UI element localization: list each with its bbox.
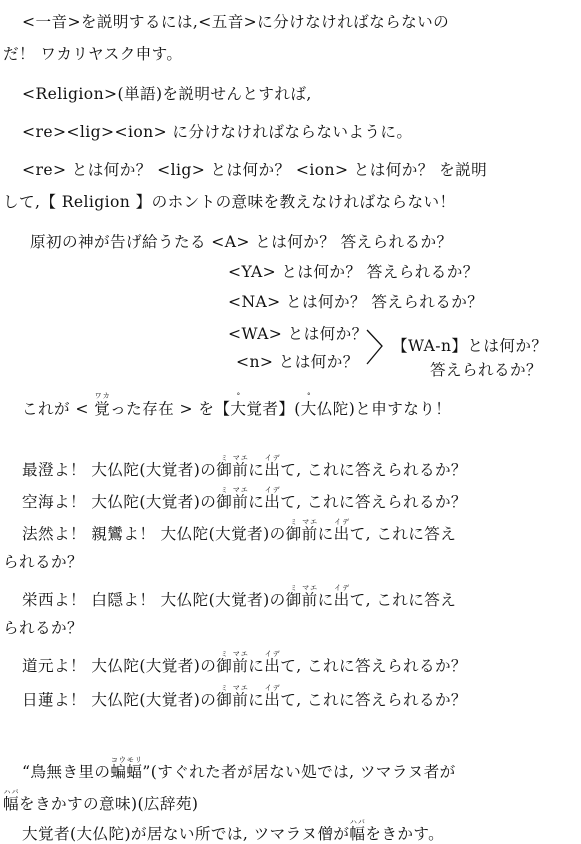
nichiren-line [22, 684, 467, 710]
dai1-ruby [230, 392, 247, 418]
kaku-char: 覚 [94, 400, 111, 418]
ide-furigana: イデ [264, 454, 281, 462]
kukai-line [22, 486, 467, 512]
mi-furigana: ミ [285, 584, 302, 592]
haba-char: 幅 [3, 795, 19, 813]
proverb-pre: “鳥無き里の [22, 763, 111, 781]
proverb-line2 [3, 788, 198, 814]
go-ruby [285, 518, 302, 543]
mi-furigana: ミ [216, 650, 233, 658]
de-char: 出 [333, 591, 350, 609]
mae-char: 前 [301, 525, 318, 543]
go-char: 御 [216, 493, 233, 511]
de-ruby [333, 584, 350, 609]
monk-tail: て, これに答え [349, 525, 457, 543]
de-char: 出 [264, 691, 281, 709]
haba-ruby [3, 788, 19, 813]
question-wan-answer: 答えられるか？ [430, 361, 542, 379]
monk-name: 法然よ！ 親鸞よ！ [22, 525, 161, 543]
de-ruby [333, 518, 350, 543]
para1-line2: だ！ ワカリヤスク申す。 [3, 45, 183, 63]
proverb-meaning: をきかすの意味)(広辞苑) [19, 795, 199, 813]
mae-ruby [232, 684, 249, 709]
bat-word: 蝙蝠 [110, 763, 143, 781]
conclusion-post: をきかす。 [365, 825, 445, 843]
go-char: 御 [285, 591, 302, 609]
monk-name: 日蓮よ！ [22, 691, 92, 709]
question-ya: <YA> とは何か？ 答えられるか？ [228, 263, 479, 281]
mae-furigana: マエ [232, 684, 249, 692]
go-char: 御 [216, 657, 233, 675]
mae-ruby [301, 518, 318, 543]
daibutsuda-prefix: 大仏陀(大覚者)の [91, 691, 217, 709]
eisai-line [22, 584, 456, 610]
go-ruby [216, 486, 233, 511]
de-char: 出 [264, 493, 281, 511]
de-char: 出 [333, 525, 350, 543]
dai2-ruby [300, 392, 317, 418]
de-ruby [264, 684, 281, 709]
ni-char: に [317, 525, 334, 543]
mi-furigana: ミ [285, 518, 302, 526]
mae-char: 前 [232, 493, 249, 511]
monk-tail: て, これに答えられるか？ [280, 657, 467, 675]
haba2-furigana: ハバ [349, 818, 366, 826]
go-char: 御 [216, 691, 233, 709]
joining-brace [364, 326, 386, 370]
monk-name: 栄西よ！ 白隠よ！ [22, 591, 161, 609]
mi-furigana: ミ [216, 454, 233, 462]
ni-char: に [248, 691, 265, 709]
ni-char: に [248, 461, 265, 479]
haba-furigana: ハバ [3, 788, 19, 796]
mae-ruby [232, 454, 249, 479]
question-wa: <WA> とは何か？ [228, 325, 368, 343]
para4-line1: <re> とは何か？ <lig> とは何か？ <ion> とは何か？ を説明 [22, 161, 488, 179]
de-ruby [264, 486, 281, 511]
daibutsuda-prefix: 大仏陀(大覚者)の [91, 493, 217, 511]
kakusha-line [22, 392, 451, 419]
proverb-post: ”(すぐれた者が居ない処では, ツマラヌ者が [142, 763, 456, 781]
honen-line2: られるか？ [3, 553, 83, 571]
daibutsuda-prefix: 大仏陀(大覚者)の [160, 525, 286, 543]
para1-line1: <一音>を説明するには,<五音>に分けなければならないの [22, 13, 450, 31]
kakusha-mid1: った存在 > を【 [110, 400, 231, 418]
go-char: 御 [216, 461, 233, 479]
daibutsuda-prefix: 大仏陀(大覚者)の [91, 657, 217, 675]
ni-char: に [248, 657, 265, 675]
mae-char: 前 [232, 657, 249, 675]
monk-name: 最澄よ！ [22, 461, 92, 479]
mae-ruby [232, 650, 249, 675]
dai2-char: 大 [300, 400, 317, 418]
bat-ruby [110, 756, 143, 781]
ni-char: に [317, 591, 334, 609]
mi-furigana: ミ [216, 684, 233, 692]
monk-tail: て, これに答えられるか？ [280, 493, 467, 511]
go-ruby [216, 454, 233, 479]
question-na: <NA> とは何か？ 答えられるか？ [228, 293, 484, 311]
religion-word-line: <Religion>(単語)を説明せんとすれば, [22, 85, 312, 103]
question-n: <n> とは何か？ [236, 353, 359, 371]
ide-furigana: イデ [264, 486, 281, 494]
honen-line [22, 518, 456, 544]
mae-ruby [301, 584, 318, 609]
dogen-line [22, 650, 467, 676]
mae-furigana: マエ [301, 584, 318, 592]
mae-char: 前 [232, 691, 249, 709]
haba2-ruby [349, 818, 366, 843]
conclusion-pre: 大覚者(大仏陀)が居ない所では, ツマラヌ僧が [22, 825, 350, 843]
mae-furigana: マエ [301, 518, 318, 526]
monk-tail: て, これに答えられるか？ [280, 461, 467, 479]
mae-furigana: マエ [232, 650, 249, 658]
proverb-line3 [22, 818, 444, 844]
para4-line2: して,【 Religion 】のホントの意味を教えなければならない！ [3, 193, 456, 211]
haba2-char: 幅 [349, 825, 366, 843]
kaku-furigana: ワカ [94, 392, 111, 400]
monk-name: 空海よ！ [22, 493, 92, 511]
dai2-mark: ° [300, 392, 317, 400]
monk-tail: て, これに答え [349, 591, 457, 609]
mae-char: 前 [232, 461, 249, 479]
de-char: 出 [264, 461, 281, 479]
re-lig-ion-line: <re><lig><ion> に分けなければならないように。 [22, 123, 413, 141]
go-ruby [216, 684, 233, 709]
kakusha-mid2: 覚者】( [246, 400, 301, 418]
monk-tail: て, これに答えられるか？ [280, 691, 467, 709]
mae-furigana: マエ [232, 486, 249, 494]
dai1-char: 大 [230, 400, 247, 418]
eisai-line2: られるか？ [3, 619, 83, 637]
monk-name: 道元よ！ [22, 657, 92, 675]
question-wan: 【WA-n】とは何か？ [392, 337, 548, 355]
daibutsuda-prefix: 大仏陀(大覚者)の [160, 591, 286, 609]
mae-ruby [232, 486, 249, 511]
mi-furigana: ミ [216, 486, 233, 494]
ni-char: に [248, 493, 265, 511]
mae-char: 前 [301, 591, 318, 609]
proverb-line1 [22, 756, 456, 782]
saicho-line [22, 454, 467, 480]
dai1-mark: ° [230, 392, 247, 400]
ide-furigana: イデ [264, 650, 281, 658]
mae-furigana: マエ [232, 454, 249, 462]
de-char: 出 [264, 657, 281, 675]
go-char: 御 [285, 525, 302, 543]
go-ruby [216, 650, 233, 675]
bat-furigana: コウモリ [110, 756, 143, 764]
question-a: 原初の神が告げ給うたる <A> とは何か？ 答えられるか？ [30, 233, 453, 251]
de-ruby [264, 650, 281, 675]
ide-furigana: イデ [333, 518, 350, 526]
daibutsuda-prefix: 大仏陀(大覚者)の [91, 461, 217, 479]
ide-furigana: イデ [264, 684, 281, 692]
de-ruby [264, 454, 281, 479]
go-ruby [285, 584, 302, 609]
kakusha-pre: これが < [22, 400, 95, 418]
kaku-ruby [94, 392, 111, 418]
kakusha-post: 仏陀)と申すなり！ [316, 400, 452, 418]
ide-furigana: イデ [333, 584, 350, 592]
